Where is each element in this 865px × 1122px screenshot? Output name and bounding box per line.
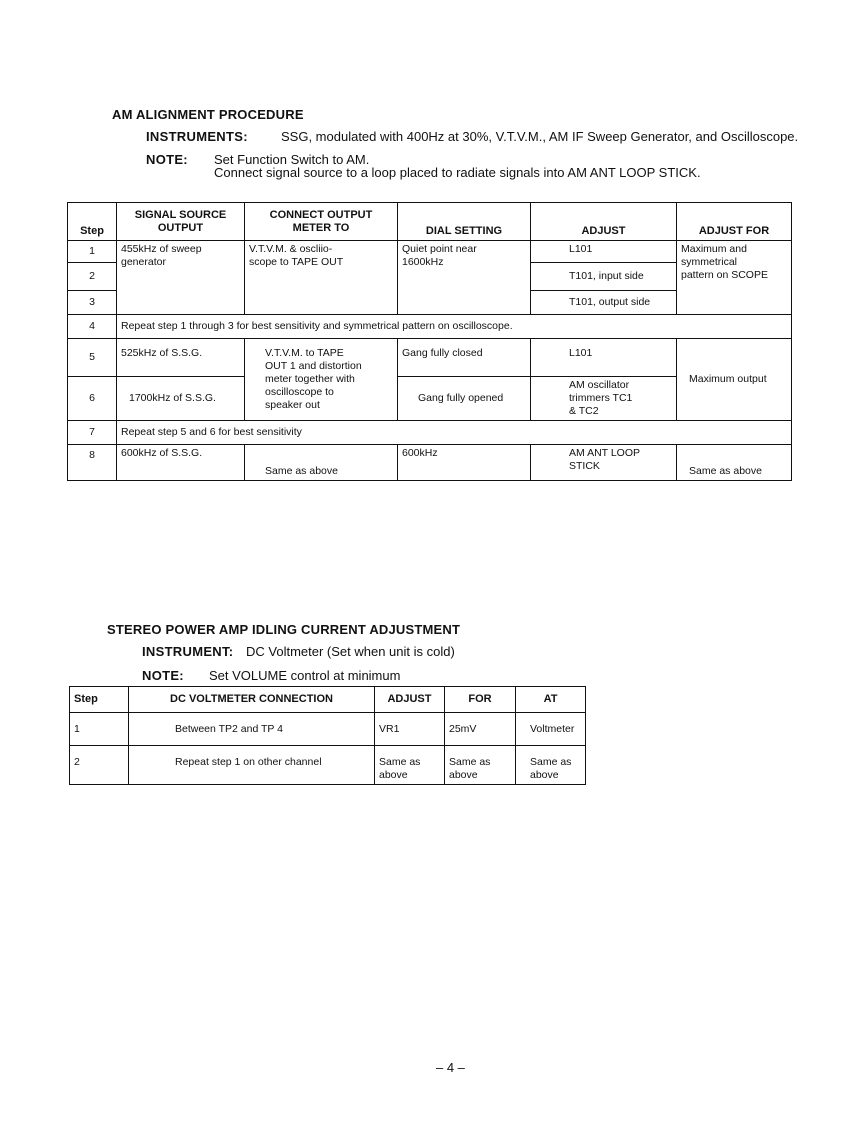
step-cell: 3 <box>68 291 117 315</box>
table-row <box>68 421 792 445</box>
adjust-cell: T101, input side <box>531 263 677 291</box>
am-instruments-label: INSTRUMENTS: <box>146 129 248 144</box>
step-cell: 2 <box>68 263 117 291</box>
adjust-for-cell: Maximum and symmetrical pattern on SCOPE <box>677 241 792 315</box>
header-adjust-for: ADJUST FOR <box>677 203 792 241</box>
stereo-idling-table <box>69 686 586 785</box>
header-dial-setting: DIAL SETTING <box>398 203 531 241</box>
adjust-cell: AM ANT LOOP STICK <box>531 445 677 481</box>
connect-output-cell: Same as above <box>245 445 398 481</box>
step-cell: 1 <box>68 241 117 263</box>
step-cell: 6 <box>68 377 117 421</box>
adjust-cell: VR1 <box>375 713 445 746</box>
table-row <box>70 746 586 785</box>
step-cell: 4 <box>68 315 117 339</box>
am-note-line2: Connect signal source to a loop placed to radiate signals into AM ANT LOOP STICK. <box>214 165 701 180</box>
signal-source-cell: 525kHz of S.S.G. <box>117 339 245 377</box>
adjust-cell: L101 <box>531 339 677 377</box>
dial-setting-cell: Quiet point near 1600kHz <box>398 241 531 315</box>
am-header-row <box>68 203 792 241</box>
signal-source-cell: 455kHz of sweep generator <box>117 241 245 315</box>
connect-output-cell: V.T.V.M. to TAPE OUT 1 and distortion meter together with oscilloscope to speaker out <box>245 339 398 421</box>
step-cell: 2 <box>70 746 129 785</box>
am-instruments-text: SSG, modulated with 400Hz at 30%, V.T.V.M., AM IF Sweep Generator, and Oscilloscope. <box>281 129 799 144</box>
table-row <box>68 445 792 481</box>
header-at: AT <box>516 687 586 713</box>
header-adjust: ADJUST <box>375 687 445 713</box>
header-signal-source: SIGNAL SOURCE OUTPUT <box>117 203 245 241</box>
header-step: Step <box>70 687 129 713</box>
dial-setting-cell: Gang fully opened <box>398 377 531 421</box>
merged-note-cell: Repeat step 1 through 3 for best sensitivity and symmetrical pattern on oscilloscope. <box>117 315 792 339</box>
header-step: Step <box>68 203 117 241</box>
step-cell: 8 <box>68 445 117 481</box>
page-number: – 4 – <box>436 1060 465 1075</box>
header-adjust: ADJUST <box>531 203 677 241</box>
for-cell: 25mV <box>445 713 516 746</box>
table-row <box>68 339 792 377</box>
header-connect-output: CONNECT OUTPUT METER TO <box>245 203 398 241</box>
step-cell: 7 <box>68 421 117 445</box>
stereo-instrument-text: DC Voltmeter (Set when unit is cold) <box>246 644 455 659</box>
stereo-instrument-label: INSTRUMENT: <box>142 644 234 659</box>
header-for: FOR <box>445 687 516 713</box>
adjust-for-cell: Maximum output <box>677 339 792 421</box>
adjust-cell: T101, output side <box>531 291 677 315</box>
stereo-note-label: NOTE: <box>142 668 184 683</box>
stereo-header-row <box>70 687 586 713</box>
for-cell: Same as above <box>445 746 516 785</box>
am-note-label: NOTE: <box>146 152 188 167</box>
connection-cell: Repeat step 1 on other channel <box>129 746 375 785</box>
header-dc-voltmeter-connection: DC VOLTMETER CONNECTION <box>129 687 375 713</box>
adjust-cell: AM oscillator trimmers TC1 & TC2 <box>531 377 677 421</box>
stereo-note-text: Set VOLUME control at minimum <box>209 668 401 683</box>
dial-setting-cell: 600kHz <box>398 445 531 481</box>
adjust-cell: L101 <box>531 241 677 263</box>
am-note-line1: Set Function Switch to AM. <box>214 152 370 167</box>
table-row <box>68 315 792 339</box>
adjust-cell: Same as above <box>375 746 445 785</box>
at-cell: Voltmeter <box>516 713 586 746</box>
table-row <box>68 241 792 263</box>
stereo-title: STEREO POWER AMP IDLING CURRENT ADJUSTMENT <box>107 622 461 637</box>
table-row <box>70 713 586 746</box>
connection-cell: Between TP2 and TP 4 <box>129 713 375 746</box>
am-title: AM ALIGNMENT PROCEDURE <box>112 107 304 122</box>
connect-output-cell: V.T.V.M. & oscliio- scope to TAPE OUT <box>245 241 398 315</box>
signal-source-cell: 600kHz of S.S.G. <box>117 445 245 481</box>
dial-setting-cell: Gang fully closed <box>398 339 531 377</box>
adjust-for-cell: Same as above <box>677 445 792 481</box>
merged-note-cell: Repeat step 5 and 6 for best sensitivity <box>117 421 792 445</box>
signal-source-cell: 1700kHz of S.S.G. <box>117 377 245 421</box>
step-cell: 1 <box>70 713 129 746</box>
step-cell: 5 <box>68 339 117 377</box>
at-cell: Same as above <box>516 746 586 785</box>
am-alignment-table <box>67 202 792 481</box>
